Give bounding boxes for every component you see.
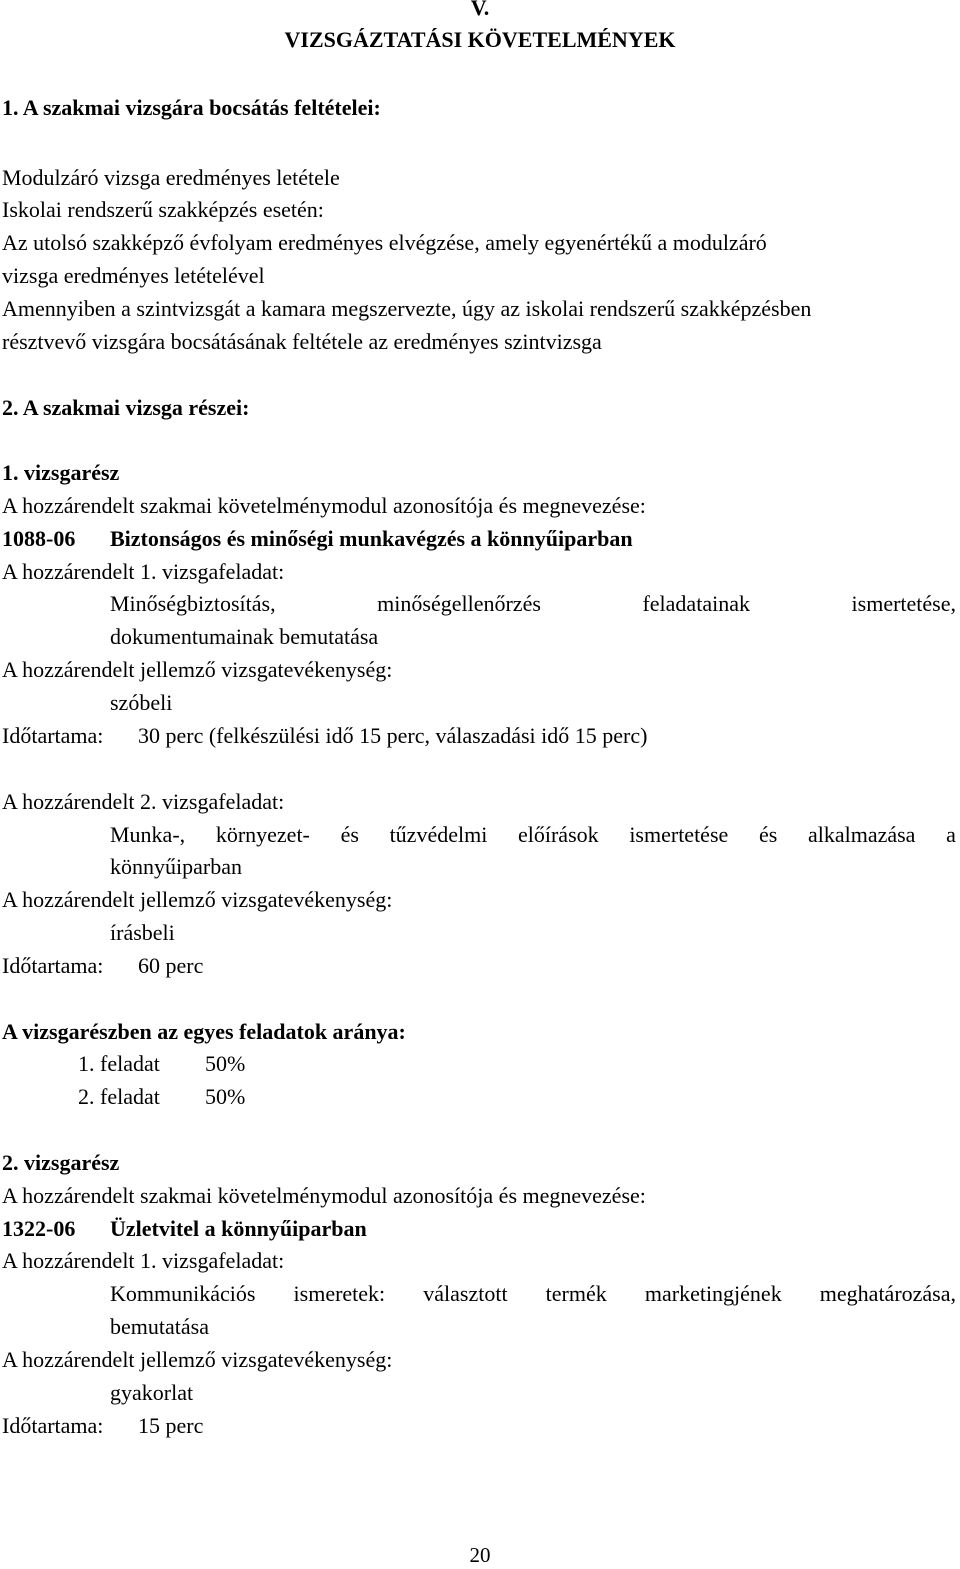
part2-module-label: A hozzárendelt szakmai követelménymodul azonosítója és megnevezése: <box>2 1183 646 1208</box>
word: ismeretek: <box>293 1281 386 1306</box>
part1-task1-desc <box>110 590 956 618</box>
sec1-line: Az utolsó szakképző évfolyam eredményes elvégzése, amely egyenértékű a modulzáró <box>2 230 767 255</box>
section-title: VIZSGÁZTATÁSI KÖVETELMÉNYEK <box>284 27 676 52</box>
part1-module-label: A hozzárendelt szakmai követelménymodul azonosítója és megnevezése: <box>2 493 646 518</box>
part1-module-code: 1088-06 <box>2 526 76 551</box>
sec1-heading: 1. A szakmai vizsgára bocsátás feltételei: <box>2 95 381 120</box>
word: választott <box>423 1281 508 1306</box>
word: Minőségbiztosítás, <box>110 591 276 616</box>
sec2-heading: 2. A szakmai vizsga részei: <box>2 395 250 420</box>
part1-task2-desc <box>110 821 956 849</box>
word: alkalmazása <box>807 822 916 847</box>
part1-task2-desc-line2: könnyűiparban <box>110 854 242 879</box>
word: tűzvédelmi <box>389 822 488 847</box>
sec1-line: résztvevő vizsgára bocsátásának feltétele az eredményes szintvizsga <box>2 329 602 354</box>
ratio-task: 1. feladat <box>78 1051 160 1076</box>
word: minőségellenőrzés <box>377 591 541 616</box>
part1-task2-activity-label: A hozzárendelt jellemző vizsgatevékenység: <box>2 887 393 912</box>
part1-ratio-heading: A vizsgarészben az egyes feladatok aránya: <box>2 1019 406 1044</box>
section-number: V. <box>470 0 490 20</box>
page-number: 20 <box>469 1543 491 1567</box>
sec1-line: Amennyiben a szintvizsgát a kamara megszervezte, úgy az iskolai rendszerű szakképzésben <box>2 296 812 321</box>
part1-task1-desc-line2: dokumentumainak bemutatása <box>110 624 379 649</box>
sec1-line: Modulzáró vizsga eredményes letétele <box>2 165 340 190</box>
part2-task1-activity: gyakorlat <box>110 1380 194 1405</box>
word: Munka-, <box>110 822 186 847</box>
word: marketingjének <box>644 1281 782 1306</box>
part1-title: 1. vizsgarész <box>2 460 120 485</box>
sec1-line: vizsga eredményes letételével <box>2 263 265 288</box>
part2-module-name: Üzletvitel a könnyűiparban <box>110 1216 367 1241</box>
part1-task2-activity: írásbeli <box>110 920 175 945</box>
ratio-pct: 50% <box>205 1084 246 1109</box>
part1-task1-activity-label: A hozzárendelt jellemző vizsgatevékenység: <box>2 657 393 682</box>
part1-task1-label: A hozzárendelt 1. vizsgafeladat: <box>2 559 285 584</box>
word: Kommunikációs <box>110 1281 256 1306</box>
word: a <box>946 822 956 847</box>
word: ismertetése <box>629 822 729 847</box>
word: meghatározása, <box>819 1281 956 1306</box>
part1-task2-label: A hozzárendelt 2. vizsgafeladat: <box>2 789 285 814</box>
part1-task1-activity: szóbeli <box>110 690 173 715</box>
part1-task1-duration: 30 perc (felkészülési idő 15 perc, válaszadási idő 15 perc) <box>138 723 648 748</box>
part2-task1-duration-label: Időtartama: <box>2 1413 104 1438</box>
word: környezet- <box>215 822 310 847</box>
part1-task2-duration: 60 perc <box>138 953 204 978</box>
word: termék <box>545 1281 607 1306</box>
word: előírások <box>517 822 599 847</box>
part1-task2-duration-label: Időtartama: <box>2 953 104 978</box>
word: és <box>758 822 778 847</box>
part2-task1-activity-label: A hozzárendelt jellemző vizsgatevékenység: <box>2 1347 393 1372</box>
ratio-task: 2. feladat <box>78 1084 160 1109</box>
word: feladatainak <box>642 591 750 616</box>
word: és <box>340 822 359 847</box>
word: ismertetése, <box>851 591 956 616</box>
part1-module-name: Biztonságos és minőségi munkavégzés a könnyűiparban <box>110 526 633 551</box>
part1-task1-duration-label: Időtartama: <box>2 723 104 748</box>
ratio-pct: 50% <box>205 1051 246 1076</box>
part2-task1-desc-line2: bemutatása <box>110 1314 209 1339</box>
part2-task1-desc <box>110 1280 956 1308</box>
sec1-line: Iskolai rendszerű szakképzés esetén: <box>2 197 324 222</box>
part2-module-code: 1322-06 <box>2 1216 76 1241</box>
part2-task1-label: A hozzárendelt 1. vizsgafeladat: <box>2 1248 285 1273</box>
part2-task1-duration: 15 perc <box>138 1413 204 1438</box>
part2-title: 2. vizsgarész <box>2 1150 120 1175</box>
